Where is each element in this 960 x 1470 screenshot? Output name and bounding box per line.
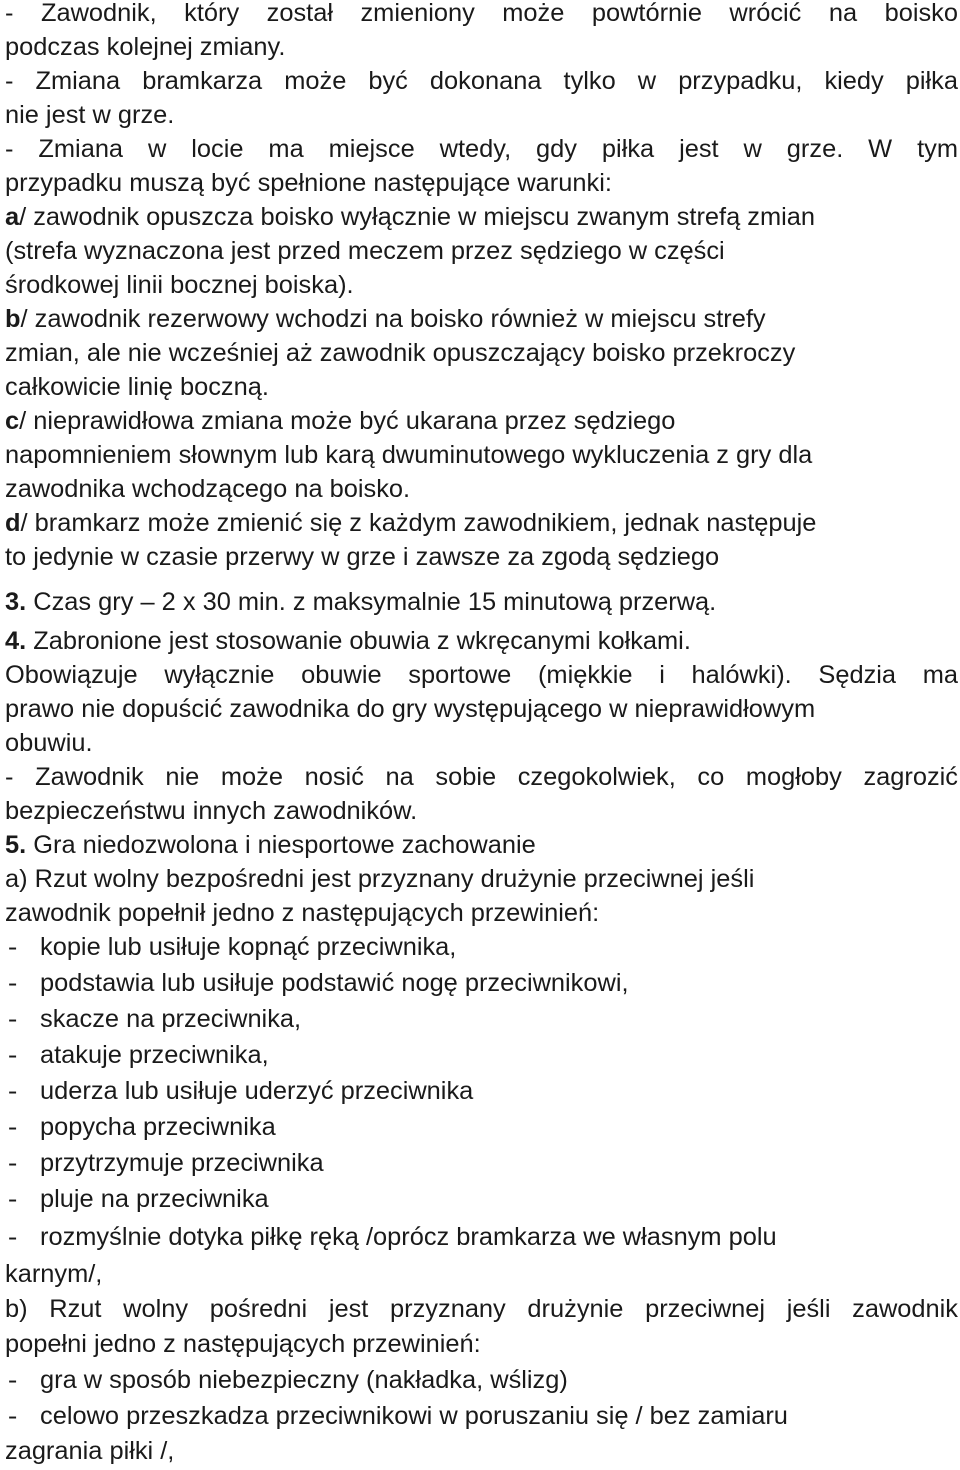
list-item (5, 1038, 269, 1072)
list-item (5, 930, 456, 964)
section-4-line-3: prawo nie dopuścić zawodnika do gry występującego w nieprawidłowym (5, 695, 816, 723)
section-5-title-line (5, 828, 536, 862)
condition-b-line-3: całkowicie linię boczną. (5, 373, 269, 401)
list-dash: - (5, 1403, 21, 1432)
section-5-title: Gra niedozwolona i niesportowe zachowanie (26, 831, 536, 859)
intro-line-3: - Zmiana bramkarza może być dokonana tylko w przypadku, kiedy piłka (5, 67, 958, 95)
list-item (5, 1182, 269, 1216)
intro-line-2: podczas kolejnej zmiany. (5, 33, 286, 61)
condition-c-line-1 (5, 404, 675, 438)
condition-d-text: / bramkarz może zmienić się z każdym zawodnikiem, jednak następuje (20, 509, 817, 537)
list-item-text: gra w sposób niebezpieczny (nakładka, wślizg) (40, 1366, 568, 1394)
section-4-line-5: - Zawodnik nie może nosić na sobie czegokolwiek, co mogłoby zagrozić (5, 763, 958, 791)
condition-a-text: / zawodnik opuszcza boisko wyłącznie w miejscu zwanym strefą zmian (19, 203, 815, 231)
list-item-text: celowo przeszkadza przeciwnikowi w poruszaniu się / bez zamiaru (40, 1402, 788, 1430)
section-5b-line-2: popełni jedno z następujących przewinień: (5, 1330, 481, 1358)
list-item (5, 1110, 276, 1144)
section-3-text: Czas gry – 2 x 30 min. z maksymalnie 15 minutową przerwą. (26, 588, 717, 616)
list-dash: - (5, 1367, 21, 1396)
list-item (5, 1399, 788, 1433)
list-item-text: atakuje przeciwnika, (40, 1041, 269, 1069)
list-item-text: popycha przeciwnika (40, 1113, 276, 1141)
list-item (5, 966, 629, 1000)
condition-a-line-1 (5, 200, 815, 234)
list-item-text: rozmyślnie dotyka piłkę ręką /oprócz bramkarza we własnym polu (40, 1223, 777, 1251)
list-item-continuation: zagrania piłki /, (5, 1437, 175, 1465)
list-dash: - (5, 1186, 21, 1215)
list-dash: - (5, 1114, 21, 1143)
section-3-number: 3. (5, 588, 27, 616)
list-dash: - (5, 1006, 21, 1035)
list-dash: - (5, 1042, 21, 1071)
list-dash: - (5, 970, 21, 999)
condition-d-marker: d (5, 509, 21, 537)
list-item-text: przytrzymuje przeciwnika (40, 1149, 324, 1177)
list-item-text: pluje na przeciwnika (40, 1185, 269, 1213)
list-item (5, 1363, 568, 1397)
condition-b-line-2: zmian, ale nie wcześniej aż zawodnik opuszczający boisko przekroczy (5, 339, 796, 367)
intro-line-5: - Zmiana w locie ma miejsce wtedy, gdy piłka jest w grze. W tym (5, 135, 958, 163)
condition-a-line-3: środkowej linii bocznej boiska). (5, 271, 354, 299)
section-4-text: Zabronione jest stosowanie obuwia z wkręcanymi kołkami. (26, 627, 691, 655)
section-5a-line-2: zawodnik popełnił jedno z następujących przewinień: (5, 899, 600, 927)
condition-d-line-1 (5, 506, 816, 540)
intro-line-4: nie jest w grze. (5, 101, 175, 129)
list-item (5, 1220, 777, 1254)
list-dash: - (5, 1150, 21, 1179)
intro-line-1: - Zawodnik, który został zmieniony może powtórnie wrócić na boisko (5, 0, 958, 27)
list-item-text: uderza lub usiłuje uderzyć przeciwnika (40, 1077, 474, 1105)
section-4-line-1 (5, 624, 691, 658)
list-item (5, 1146, 324, 1180)
condition-b-text: / zawodnik rezerwowy wchodzi na boisko również w miejscu strefy (20, 305, 766, 333)
list-item (5, 1074, 473, 1108)
condition-b-line-1 (5, 302, 766, 336)
condition-a-line-2: (strefa wyznaczona jest przed meczem przez sędziego w części (5, 237, 725, 265)
list-dash: - (5, 934, 21, 963)
list-item (5, 1002, 301, 1036)
section-5-number: 5. (5, 831, 27, 859)
list-item-continuation: karnym/, (5, 1260, 103, 1288)
list-item-text: podstawia lub usiłuje podstawić nogę przeciwnikowi, (40, 969, 629, 997)
list-dash: - (5, 1078, 21, 1107)
condition-a-marker: a (5, 203, 20, 231)
section-3 (5, 585, 716, 619)
section-4-line-6: bezpieczeństwu innych zawodników. (5, 797, 418, 825)
condition-c-marker: c (5, 407, 20, 435)
section-4-line-2: Obowiązuje wyłącznie obuwie sportowe (miękkie i halówki). Sędzia ma (5, 661, 958, 689)
condition-b-marker: b (5, 305, 21, 333)
list-item-text: kopie lub usiłuje kopnąć przeciwnika, (40, 933, 457, 961)
intro-line-6: przypadku muszą być spełnione następujące warunki: (5, 169, 612, 197)
list-item-text: skacze na przeciwnika, (40, 1005, 302, 1033)
condition-c-line-3: zawodnika wchodzącego na boisko. (5, 475, 411, 503)
condition-c-text: / nieprawidłowa zmiana może być ukarana przez sędziego (19, 407, 676, 435)
section-4-number: 4. (5, 627, 27, 655)
condition-d-line-2: to jedynie w czasie przerwy w grze i zawsze za zgodą sędziego (5, 543, 720, 571)
section-5a-line-1: a) Rzut wolny bezpośredni jest przyznany drużynie przeciwnej jeśli (5, 865, 755, 893)
section-4-line-4: obuwiu. (5, 729, 93, 757)
section-5b-line-1: b) Rzut wolny pośredni jest przyznany drużynie przeciwnej jeśli zawodnik (5, 1295, 958, 1323)
list-dash: - (5, 1224, 21, 1253)
condition-c-line-2: napomnieniem słownym lub karą dwuminutowego wykluczenia z gry dla (5, 441, 813, 469)
